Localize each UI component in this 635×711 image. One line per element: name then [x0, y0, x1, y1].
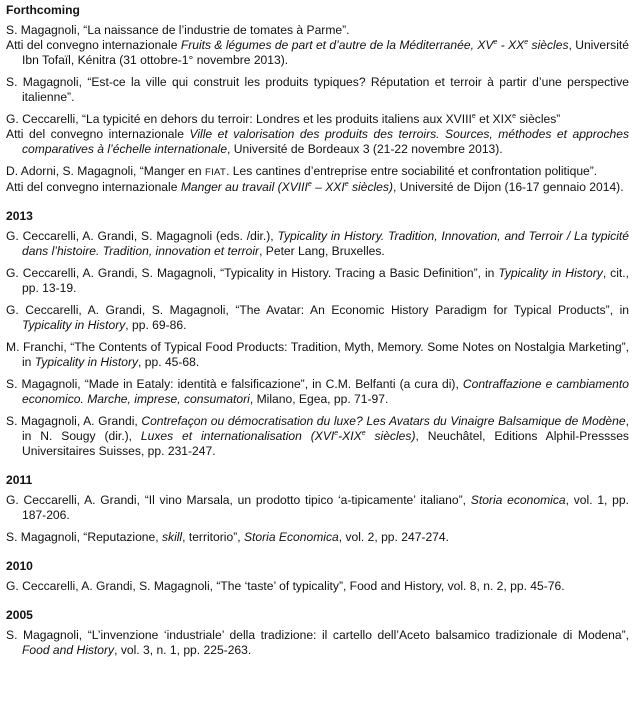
- entry-text-wrapper: [498, 266, 603, 280]
- entry-text-wrapper: [181, 180, 308, 194]
- section-heading: 2011: [6, 473, 33, 487]
- entry-proceedings-line: [6, 38, 629, 68]
- entry-text: S. Magagnoli, A. Grandi,: [6, 414, 142, 428]
- entry-text-wrapper: [244, 530, 339, 544]
- entry-text-wrapper: [35, 355, 138, 369]
- entry-text: siècles): [348, 180, 393, 194]
- entry-text-wrapper: [141, 429, 334, 443]
- entry-text-wrapper: [528, 38, 568, 52]
- entry-text: Atti del convegno internazionale: [6, 38, 181, 52]
- entry-text: Contraffazione e cambiamento economico. Marche, imprese, consumatori: [22, 377, 629, 406]
- entry-text: skill: [161, 530, 183, 544]
- section-3: [6, 559, 629, 594]
- bibliography-entry: [6, 229, 629, 259]
- entry-text: S. Magagnoli, “Reputazione,: [6, 530, 162, 544]
- entry-text: Food and History: [22, 643, 115, 657]
- entry-text: - XX: [497, 38, 525, 52]
- entry-text-wrapper: [22, 643, 114, 657]
- bibliography-entry: [6, 377, 629, 407]
- section-heading: 2005: [6, 608, 33, 622]
- entry-text: Luxes et internationalisation (XVI: [140, 429, 335, 443]
- bibliography-entry: [6, 303, 629, 333]
- section-heading: 2010: [6, 559, 33, 573]
- bibliography-entry: [6, 164, 629, 195]
- entry-text: S. Magagnoli, “L’invenzione ‘industriale’ della tradizione: il cartello dell’Aceto balsamico tradizionale di Modena”,: [6, 628, 629, 642]
- entry-text: S. Magagnoli, “Est-ce la ville qui construit les produits typiques? Réputation et terroir à partir d’une perspective italienne”.: [6, 75, 629, 104]
- entry-text: Storia Economica: [243, 530, 339, 544]
- entry-text: Ville et valorisation des produits des terroirs. Sources, méthodes et approches comparatives à l’échelle internationale: [22, 127, 629, 156]
- entry-text: , Neuchâtel, Editions Alphil-Pressses Universitaires Suisses, pp. 231-247.: [22, 429, 629, 458]
- entry-text-wrapper: [22, 318, 125, 332]
- entry-text: e: [512, 112, 516, 120]
- entry-text: e: [307, 180, 312, 188]
- entry-text-wrapper: [497, 38, 524, 52]
- bibliography-entry: [6, 628, 629, 658]
- bibliography-entry: [6, 340, 629, 370]
- bibliography-entry: [6, 493, 629, 523]
- entry-text: FIAT: [204, 167, 227, 178]
- entry-text: Typicality in History: [498, 266, 603, 280]
- bibliography-entry: [6, 414, 629, 459]
- entry-text: Fruits & légumes de part et d’autre de la Méditerranée, XV: [180, 38, 494, 52]
- entry-text-wrapper: [349, 180, 393, 194]
- entry-text: . Les cantines d’entreprise entre sociabilité et confrontation politique”.: [226, 164, 598, 178]
- entry-text-wrapper: [338, 429, 362, 443]
- entry-text: , Milano, Egea, pp. 71-97.: [249, 392, 389, 406]
- entry-text: siècles”: [515, 112, 561, 126]
- entry-text: G. Ceccarelli, A. Grandi, S. Magagnoli, “Typicality in History. Tracing a Basic Definition”, in: [6, 266, 499, 280]
- bibliography-entry: [6, 266, 629, 296]
- entry-text: G. Ceccarelli, A. Grandi, S. Magagnoli (eds. /dir.),: [6, 229, 278, 243]
- section-0: [6, 3, 629, 195]
- entry-text-wrapper: [141, 414, 625, 428]
- entry-text: , cit., pp. 13-19.: [22, 266, 629, 295]
- entry-text: -XIX: [338, 429, 362, 443]
- section-1: [6, 209, 629, 459]
- section-heading: Forthcoming: [6, 3, 80, 17]
- entry-text: e: [344, 180, 349, 188]
- entry-text: Typicality in History. Tradition, Innovation, and Terroir / La typicité dans l’histoire. Tradition, innovation et terroir: [22, 229, 629, 258]
- bibliography-entry: [6, 23, 629, 68]
- entry-text: siècles: [528, 38, 569, 52]
- entry-text: , Université de Bordeaux 3 (21-22 novembre 2013).: [227, 142, 503, 156]
- entry-text: D. Adorni, S. Magagnoli, “Manger en: [6, 164, 205, 178]
- entry-text-wrapper: [162, 530, 182, 544]
- entry-text: , in N. Sougy (dir.),: [22, 414, 629, 443]
- entry-text: Atti del convegno internazionale: [6, 127, 190, 141]
- section-4: [6, 608, 629, 658]
- entry-text: Typicality in History: [34, 355, 139, 369]
- entry-text: G. Ceccarelli, A. Grandi, S. Magagnoli, “The ‘taste’ of typicality”, Food and History, vol. 8, n. 2, pp. 45-76.: [6, 579, 565, 593]
- entry-text-wrapper: [366, 429, 416, 443]
- entry-text: M. Franchi, “The Contents of Typical Food Products: Tradition, Myth, Memory. Some Notes on Nostalgia Marketing”, in: [6, 340, 629, 369]
- bibliography-entry: [6, 530, 629, 545]
- entry-text: , Université de Dijon (16-17 gennaio 2014).: [392, 180, 624, 194]
- entry-text: e: [471, 112, 476, 120]
- entry-text: , Université Ibn Tofaïl, Kénitra (31 ottobre-1° novembre 2013).: [22, 38, 629, 67]
- entry-text: – XXI: [311, 180, 345, 194]
- entry-text: Manger au travail (XVIII: [180, 180, 308, 194]
- section-2: [6, 473, 629, 545]
- entry-text: , vol. 3, n. 1, pp. 225-263.: [114, 643, 252, 657]
- entry-text: , vol. 1, pp. 187-206.: [22, 493, 629, 522]
- entry-text: S. Magagnoli, “La naissance de l’industrie de tomates à Parme”.: [6, 23, 350, 37]
- entry-text: , Peter Lang, Bruxelles.: [259, 244, 385, 258]
- bibliography-entry: [6, 112, 629, 157]
- entry-text-wrapper: [471, 493, 566, 507]
- entry-text: e: [361, 429, 366, 437]
- entry-proceedings-line: [6, 180, 629, 195]
- entry-text: G. Ceccarelli, A. Grandi, “Il vino Marsala, un prodotto tipico ‘a-tipicamente’ italiano”,: [6, 493, 471, 507]
- section-heading: 2013: [6, 209, 33, 223]
- entry-text: , territorio”,: [182, 530, 244, 544]
- bibliography-entry: [6, 579, 629, 594]
- entry-text: Atti del convegno internazionale: [6, 180, 181, 194]
- entry-text: , pp. 45-68.: [138, 355, 200, 369]
- entry-text: Typicality in History: [22, 318, 126, 332]
- entry-text-wrapper: [312, 180, 345, 194]
- entry-text: , vol. 2, pp. 247-274.: [338, 530, 449, 544]
- entry-proceedings-line: [6, 127, 629, 157]
- entry-text: e: [493, 38, 498, 46]
- entry-text: S. Magagnoli, “Made in Eataly: identità e falsificazione”, in C.M. Belfanti (a cura di),: [6, 377, 463, 391]
- entry-text: Contrefaçon ou démocratisation du luxe? Les Avatars du Vinaigre Balsamique de Modène: [141, 414, 626, 428]
- entry-text: siècles): [365, 429, 416, 443]
- entry-text: e: [524, 38, 529, 46]
- entry-text: e: [334, 429, 339, 437]
- entry-text: G. Ceccarelli, “La typicité en dehors du terroir: Londres et les produits italiens aux XVIII: [6, 112, 472, 126]
- entry-text-wrapper: [181, 38, 494, 52]
- bibliography-entry: [6, 75, 629, 105]
- entry-text: , pp. 69-86.: [125, 318, 187, 332]
- entry-text: Storia economica: [470, 493, 566, 507]
- entry-text: G. Ceccarelli, A. Grandi, S. Magagnoli, “The Avatar: An Economic History Paradigm for Typical Products”, in: [6, 303, 629, 317]
- entry-text: et XIX: [475, 112, 513, 126]
